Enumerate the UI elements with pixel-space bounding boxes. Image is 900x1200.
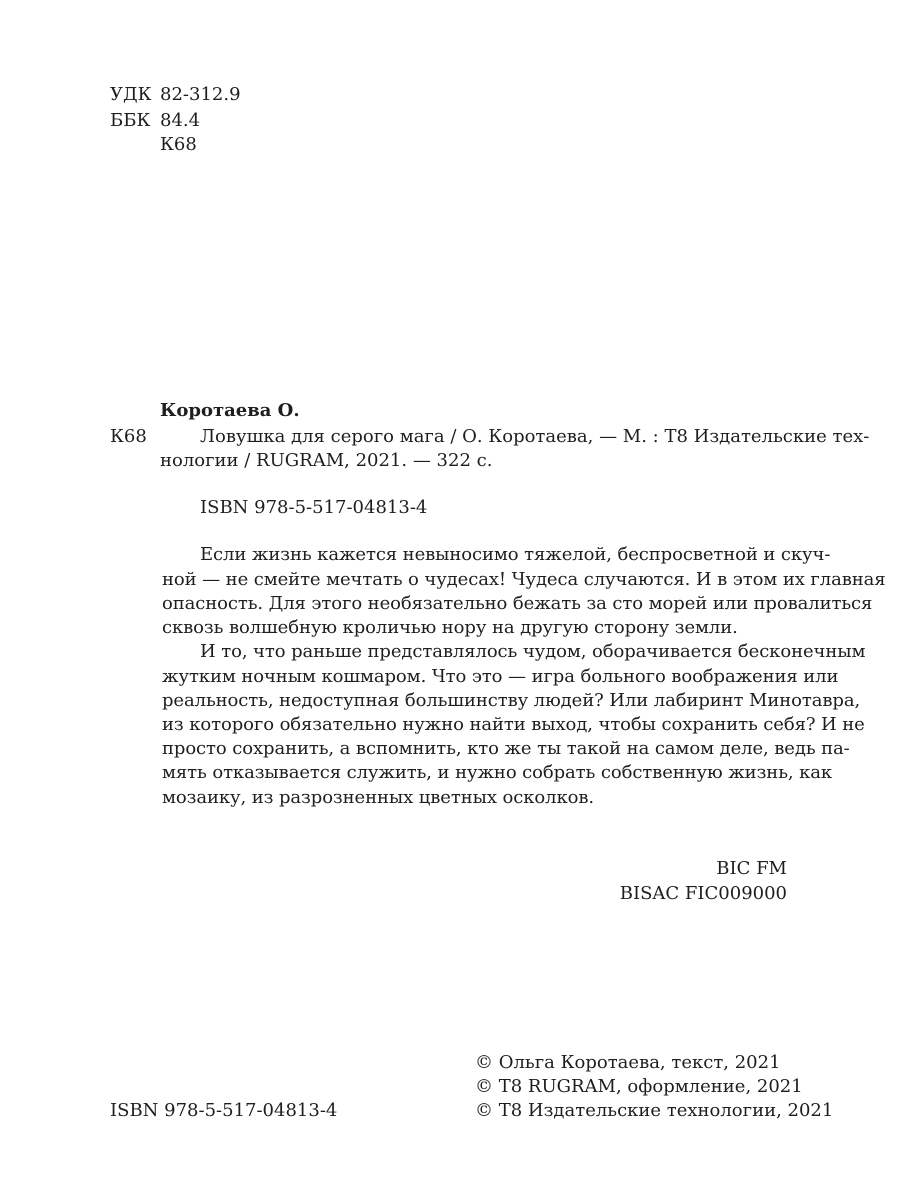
annotation-line: из которого обязательно нужно найти выход, чтобы сохранить себя? И не	[162, 714, 865, 735]
annotation-line: просто сохранить, а вспомнить, кто же ты такой на самом деле, ведь па-	[162, 738, 850, 759]
annotation-line: И то, что раньше представлялось чудом, оборачивается бесконечным	[200, 641, 866, 662]
bbk-label: ББК	[110, 110, 151, 131]
entry-author: Коротаева О.	[160, 400, 300, 421]
bbk-value: 84.4	[160, 110, 201, 131]
annotation-line: Если жизнь кажется невыносимо тяжелой, беспросветной и скуч-	[200, 544, 831, 565]
annotation-line: мозаику, из разрозненных цветных осколков.	[162, 787, 594, 808]
entry-title-line-1: Ловушка для серого мага / О. Коротаева, — М. : Т8 Издательские тех-	[200, 426, 870, 447]
author-mark: К68	[160, 134, 197, 155]
footer-isbn: ISBN 978-5-517-04813-4	[110, 1100, 338, 1121]
bic-code: BIC FM	[716, 858, 787, 879]
udk-label: УДК	[110, 84, 152, 105]
annotation-line: мять отказывается служить, и нужно собрать собственную жизнь, как	[162, 762, 833, 783]
entry-isbn: ISBN 978-5-517-04813-4	[200, 497, 428, 518]
entry-margin-mark: К68	[110, 426, 147, 447]
copyright-design: © Т8 RUGRAM, оформление, 2021	[475, 1076, 803, 1097]
annotation-line: жутким ночным кошмаром. Что это — игра больного воображения или	[162, 666, 839, 687]
annotation-line: сквозь волшебную кроличью нору на другую сторону земли.	[162, 617, 738, 638]
bisac-code: BISAC FIC009000	[619, 883, 787, 904]
copyright-author: © Ольга Коротаева, текст, 2021	[475, 1052, 781, 1073]
annotation-line: реальность, недоступная большинству людей? Или лабиринт Минотавра,	[162, 690, 861, 711]
copyright-publisher: © Т8 Издательские технологии, 2021	[475, 1100, 834, 1121]
annotation-line: ной — не смейте мечтать о чудесах! Чудеса случаются. И в этом их главная	[162, 569, 886, 590]
annotation-line: опасность. Для этого необязательно бежать за сто морей или провалиться	[162, 593, 873, 614]
udk-value: 82-312.9	[160, 84, 241, 105]
entry-title-line-2: нологии / RUGRAM, 2021. — 322 с.	[160, 450, 493, 471]
